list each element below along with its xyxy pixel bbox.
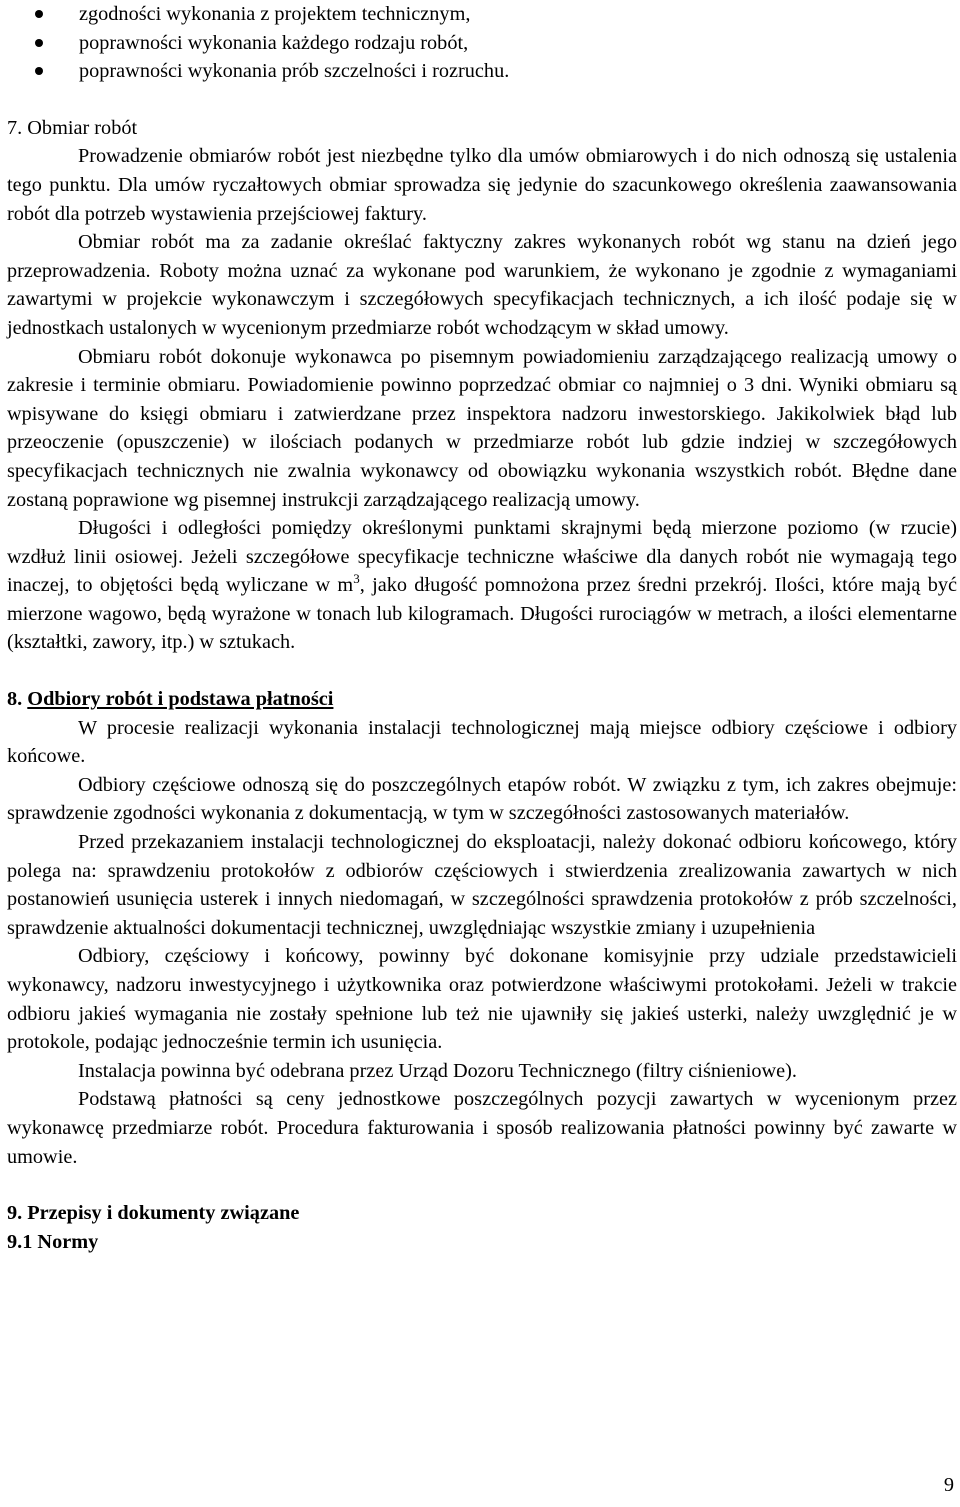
section-8-paragraph-2: Odbiory częściowe odnoszą się do poszczególnych etapów robót. W związku z tym, ich zakres obejmuje: sprawdzenie zgodności wykonania z dokumentacją, w tym w szczegółności zastosowanych materiałów. bbox=[7, 773, 957, 825]
list-item: zgodności wykonania z projektem technicznym, bbox=[7, 0, 957, 29]
section-8-paragraph-5: Instalacja powinna być odebrana przez Urząd Dozoru Technicznego (filtry ciśnieniowe). bbox=[78, 1059, 798, 1082]
criteria-list bbox=[7, 0, 957, 86]
section-9-heading: 9. Przepisy i dokumenty związane bbox=[7, 1202, 300, 1225]
section-7-paragraph-1: Prowadzenie obmiarów robót jest niezbędne tylko dla umów obmiarowych i do nich odnoszą się ustalenia tego punktu. Dla umów ryczałtowych obmiar sprowadza się jedynie do szacunkowego określenia zaawansowania robót dla potrzeb wystawienia przejściowej faktury. bbox=[7, 145, 957, 225]
section-9-1-heading: 9.1 Normy bbox=[7, 1230, 99, 1253]
list-item: poprawności wykonania prób szczelności i rozruchu. bbox=[7, 57, 957, 86]
section-8-paragraph-4: Odbiory, częściowy i końcowy, powinny być dokonane komisyjnie przy udziale przedstawicieli wykonawcy, nadzoru inwestycyjnego i użytkownika oraz potwierdzone właściwymi protokołami. Jeżeli w trakcie odbioru jakieś wymagania nie zostały spełnione lub też nie ujawniły się jakieś usterki, należy uwzględnić je w protokole, podając jednocześnie termin ich usunięcia. bbox=[7, 945, 957, 1054]
section-7-paragraph-2: Obmiar robót ma za zadanie określać faktyczny zakres wykonanych robót wg stanu na dzień jego przeprowadzenia. Roboty można uznać za wykonane pod warunkiem, że wykonano je zgodnie z wymaganiami zawartymi w projekcie wykonawczym i szczegółowych specyfikacjach technicznych, a ich ilość podaje się w jednostkach ustalonych w wycenionym przedmiarze robót wchodzącym w skład umowy. bbox=[7, 231, 957, 339]
section-7-paragraph-4 bbox=[7, 514, 957, 657]
list-item: poprawności wykonania każdego rodzaju robót, bbox=[7, 29, 957, 58]
section-8-number: 8. bbox=[7, 688, 23, 711]
section-8-paragraph-3: Przed przekazaniem instalacji technologicznej do eksploatacji, należy dokonać odbioru końcowego, który polega na: sprawdzeniu protokołów z odbiorów częściowych i stwierdzenia zrealizowania zawartych w nich postanowień usunięcia usterek i innych niedomagań, w szczególności sprawdzenia protokołów z prób szczelności, sprawdzenie aktualności dokumentacji technicznej, uwzględniając wszystkie zmiany i uzupełnienia bbox=[7, 831, 957, 939]
section-8-title: Odbiory robót i podstawa płatności bbox=[27, 688, 334, 711]
section-8-paragraph-6: Podstawą płatności są ceny jednostkowe poszczególnych pozycji zawartych w wycenionym przez wykonawcę przedmiarze robót. Procedura fakturowania i sposób realizowania płatności powinny być zawarte w umowie. bbox=[7, 1088, 957, 1168]
section-8-paragraph-1: W procesie realizacji wykonania instalacji technologicznej mają miejsce odbiory częściowe i odbiory końcowe. bbox=[7, 716, 957, 768]
section-7-paragraph-3: Obmiaru robót dokonuje wykonawca po pisemnym powiadomieniu zarządzającego realizacją umowy o zakresie i terminie obmiaru. Powiadomienie powinno poprzedzać obmiar co najmniej o 3 dni. Wyniki obmiaru są wpisywane do księgi obmiaru i zatwierdzane przez inspektora nadzoru inwestorskiego. Jakikolwiek błąd lub przeoczenie (opuszczenie) w ilościach podanych w przedmiarze robót lub gdzie indziej w szczegółowych specyfikacjach technicznych nie zwalnia wykonawcy od obowiązku wykonania wszystkich robót. Błędne dane zostaną poprawione wg pisemnej instrukcji zarządzającego realizacją umowy. bbox=[7, 345, 957, 511]
superscript-cubic: 3 bbox=[353, 571, 360, 587]
section-7-paragraph-4-part-b: , jako długość pomnożona przez średni przekrój. Ilości, które mają być mierzone wagowo, będą wyrażone w tonach lub kilogramach. Długości rurociągów w metrach, a ilości elementarne (kształtki, zawory, itp.) w sztukach. bbox=[7, 574, 957, 654]
section-8-heading bbox=[7, 685, 957, 714]
section-7-paragraph-4-part-a: Długości i odległości pomiędzy określonymi punktami skrajnymi będą mierzone poziomo (w rzucie) wzdłuż linii osiowej. Jeżeli szczegółowe specyfikacje techniczne właściwe dla danych robót nie wymagają tego inaczej, to objętości będą wyliczane w m bbox=[7, 517, 957, 597]
section-7-heading: 7. Obmiar robót bbox=[7, 116, 138, 139]
document-page bbox=[7, 0, 957, 1256]
page-number: 9 bbox=[943, 1474, 954, 1496]
